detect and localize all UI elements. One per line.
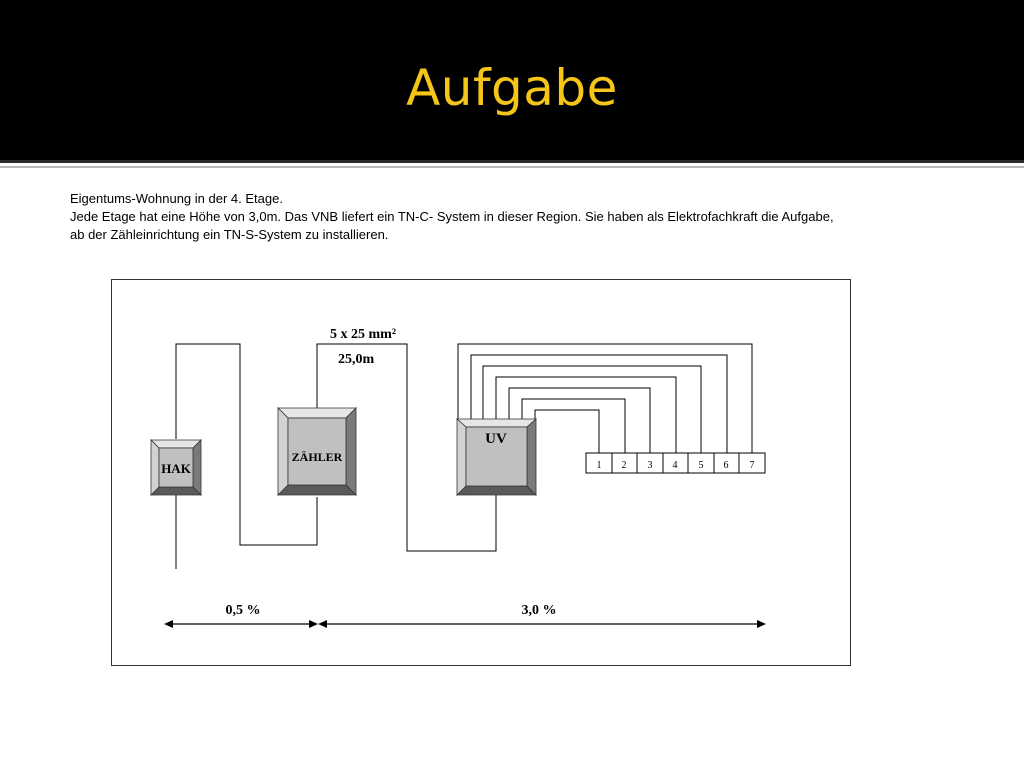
distribution-label: UV	[485, 431, 507, 447]
meter-box	[278, 408, 356, 495]
hak-label: HAK	[161, 461, 191, 476]
slide-header	[0, 0, 1024, 160]
terminal-1: 1	[596, 460, 602, 471]
slide-title: Aufgabe	[406, 59, 618, 117]
cable-length: 25,0m	[338, 352, 375, 367]
terminal-block	[586, 453, 765, 473]
terminal-5: 5	[698, 460, 704, 471]
drop-label-left: 0,5 %	[225, 603, 261, 618]
task-description	[70, 190, 970, 244]
task-line-3: ab der Zähleinrichtung ein TN-S-System zu installieren.	[70, 227, 389, 242]
meter-label: ZÄHLER	[291, 450, 343, 464]
distribution-box	[457, 419, 536, 495]
terminal-4: 4	[672, 460, 678, 471]
header-divider	[0, 160, 1024, 163]
terminal-2: 2	[621, 460, 627, 471]
terminal-3: 3	[647, 460, 653, 471]
task-line-1: Eigentums-Wohnung in der 4. Etage.	[70, 191, 283, 206]
hak-box	[151, 440, 201, 495]
terminal-6: 6	[723, 460, 729, 471]
terminal-7: 7	[749, 460, 755, 471]
cable-spec: 5 x 25 mm²	[330, 327, 397, 342]
wiring-diagram	[111, 279, 851, 667]
header-divider-light	[0, 166, 1024, 168]
task-line-2: Jede Etage hat eine Höhe von 3,0m. Das VNB liefert ein TN-C- System in dieser Region. Sie haben als Elektrofachkraft die Aufgabe,	[70, 209, 834, 224]
drop-label-right: 3,0 %	[521, 603, 557, 618]
